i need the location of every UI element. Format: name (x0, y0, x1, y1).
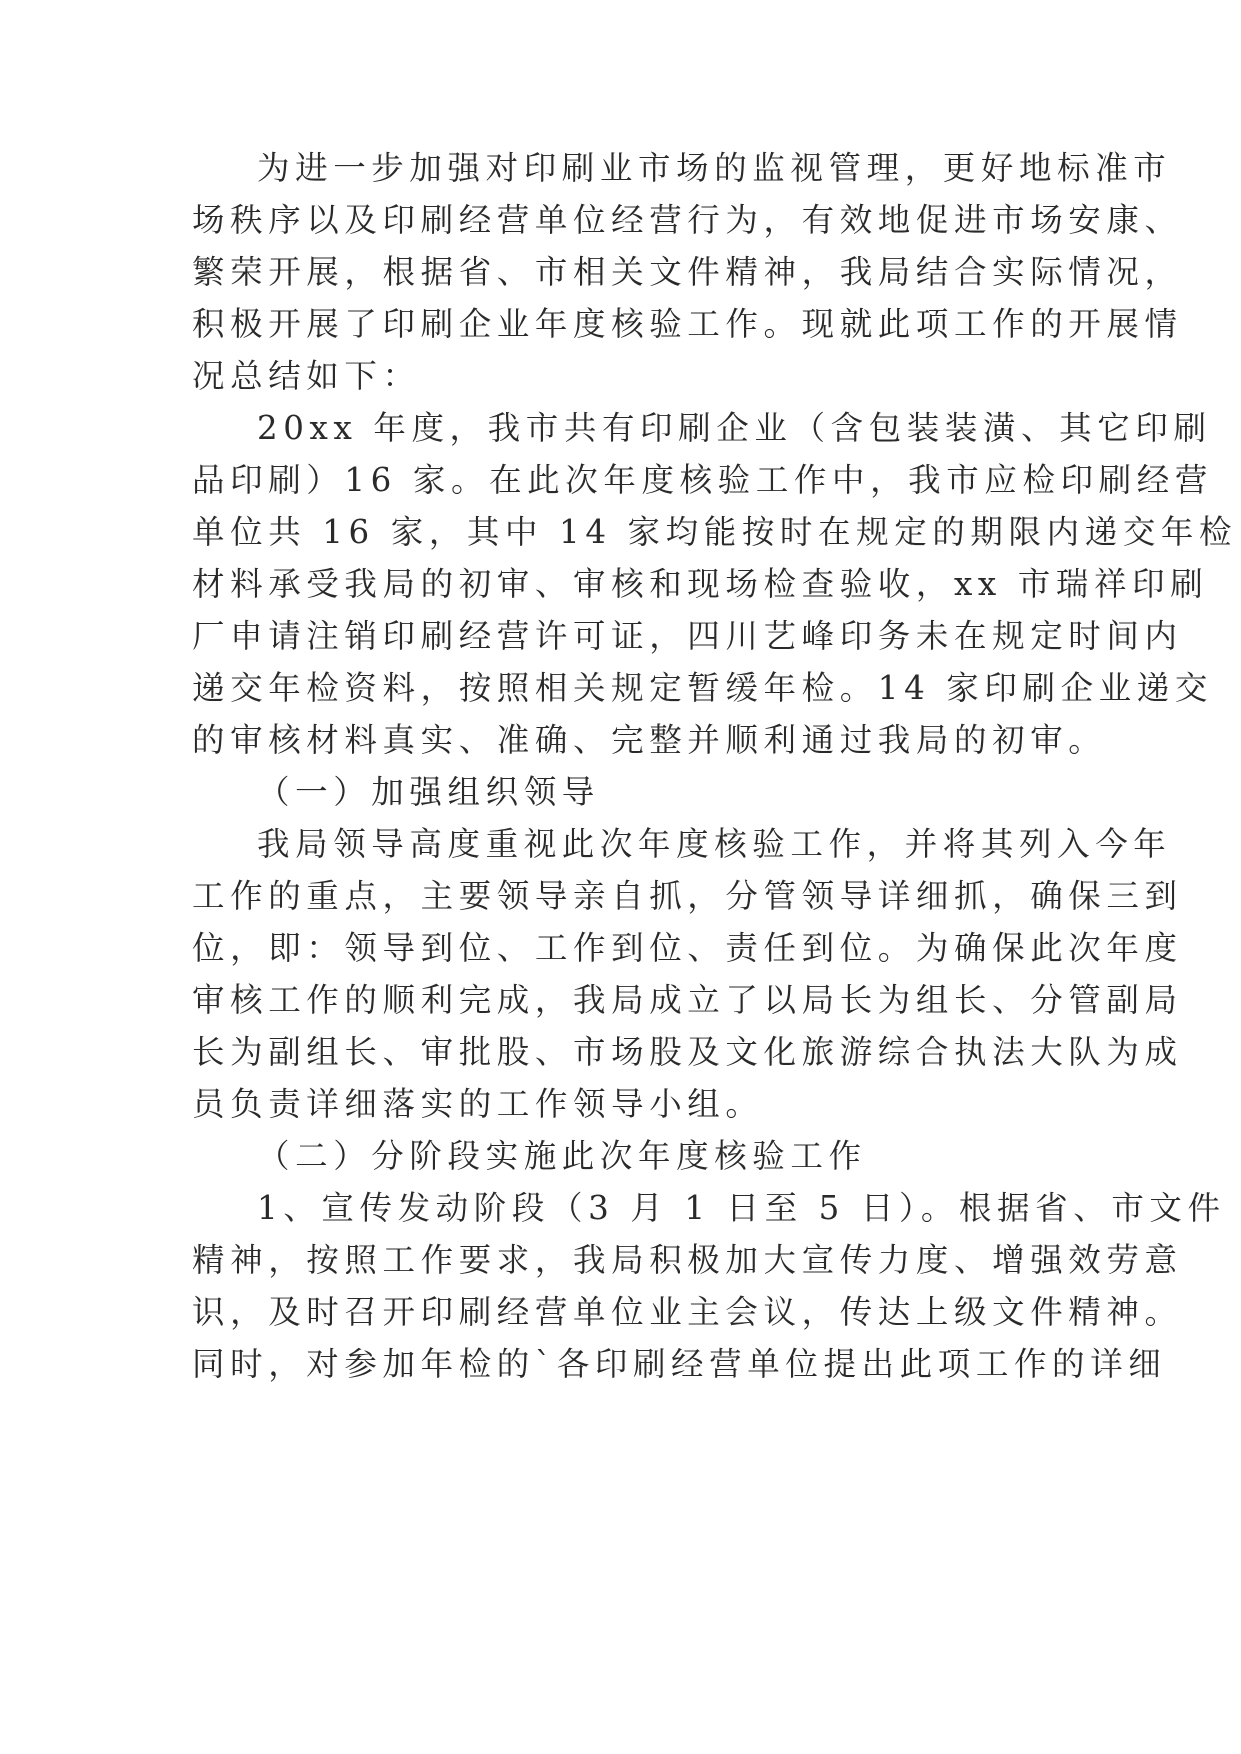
paragraph-2-line-4: 材料承受我局的初审、审核和现场检查验收，xx 市瑞祥印刷 (192, 565, 1209, 603)
paragraph-1-line-1: 为进一步加强对印刷业市场的监视管理，更好地标准市 (257, 149, 1172, 187)
paragraph-1-line-2: 场秩序以及印刷经营单位经营行为，有效地促进市场安康、 (192, 201, 1183, 239)
paragraph-3-line-4: 审核工作的顺利完成，我局成立了以局长为组长、分管副局 (192, 981, 1183, 1019)
paragraph-2-line-3: 单位共 16 家，其中 14 家均能按时在规定的期限内递交年检 (192, 513, 1238, 551)
paragraph-4-line-2: 精神，按照工作要求，我局积极加大宣传力度、增强效劳意 (192, 1241, 1183, 1279)
paragraph-2-line-2: 品印刷）16 家。在此次年度核验工作中，我市应检印刷经营 (192, 461, 1213, 499)
paragraph-3-line-2: 工作的重点，主要领导亲自抓，分管领导详细抓，确保三到 (192, 877, 1183, 915)
paragraph-1-line-5: 况总结如下： (192, 357, 421, 395)
paragraph-1-line-3: 繁荣开展，根据省、市相关文件精神，我局结合实际情况， (192, 253, 1183, 291)
paragraph-4-line-4: 同时，对参加年检的`各印刷经营单位提出此项工作的详细 (192, 1345, 1167, 1383)
paragraph-2-line-1: 20xx 年度，我市共有印刷企业（含包装装潢、其它印刷 (257, 409, 1212, 447)
paragraph-1-line-4: 积极开展了印刷企业年度核验工作。现就此项工作的开展情 (192, 305, 1183, 343)
paragraph-2-line-6: 递交年检资料，按照相关规定暂缓年检。14 家印刷企业递交 (192, 669, 1213, 707)
paragraph-3-line-3: 位，即：领导到位、工作到位、责任到位。为确保此次年度 (192, 929, 1183, 967)
paragraph-4-line-3: 识，及时召开印刷经营单位业主会议，传达上级文件精神。 (192, 1293, 1183, 1331)
paragraph-3-line-1: 我局领导高度重视此次年度核验工作，并将其列入今年 (257, 825, 1172, 863)
section-heading-1: （一）加强组织领导 (257, 773, 600, 811)
paragraph-2-line-7: 的审核材料真实、准确、完整并顺利通过我局的初审。 (192, 721, 1107, 759)
paragraph-4-line-1: 1、宣传发动阶段（3 月 1 日至 5 日）。根据省、市文件 (257, 1189, 1226, 1227)
paragraph-3-line-5: 长为副组长、审批股、市场股及文化旅游综合执法大队为成 (192, 1033, 1183, 1071)
paragraph-3-line-6: 员负责详细落实的工作领导小组。 (192, 1085, 764, 1123)
paragraph-2-line-5: 厂申请注销印刷经营许可证，四川艺峰印务未在规定时间内 (192, 617, 1183, 655)
section-heading-2: （二）分阶段实施此次年度核验工作 (257, 1137, 867, 1175)
